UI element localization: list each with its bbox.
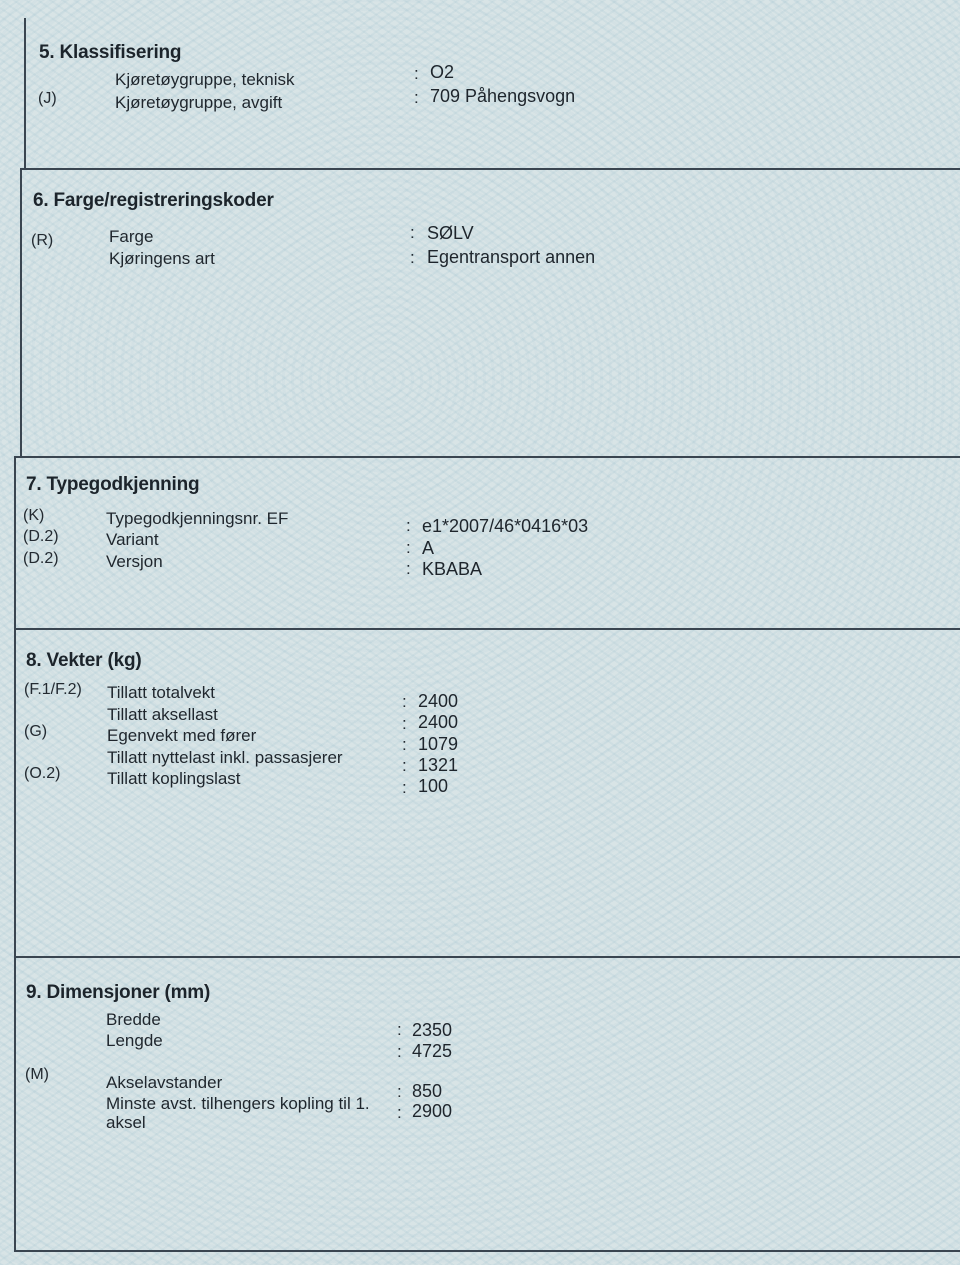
bottom-divider [14, 1250, 960, 1252]
row-label: Egenvekt med fører [107, 726, 257, 745]
row-label: Lengde [106, 1031, 163, 1050]
row-label: Tillatt totalvekt [107, 683, 216, 702]
section-typegodkjenning [14, 456, 960, 630]
row-value: e1*2007/46*0416*03 [422, 516, 589, 536]
row-colon: : [406, 516, 411, 535]
row-colon: : [406, 559, 411, 578]
row-label: Kjøretøygruppe, teknisk [115, 70, 295, 89]
row-label: Tillatt aksellast [107, 705, 218, 724]
row-value: SØLV [427, 223, 474, 243]
section-title: 8. Vekter (kg) [26, 650, 142, 671]
row-label: Typegodkjenningsnr. EF [106, 509, 289, 528]
row-code: (R) [31, 232, 54, 249]
row-label: Minste avst. tilhengers kopling til 1. aksel [106, 1094, 370, 1132]
section-vekter [14, 628, 960, 958]
section-title: 6. Farge/registreringskoder [33, 190, 274, 211]
row-value: O2 [430, 62, 455, 82]
section-farge [20, 168, 960, 458]
row-colon: : [402, 735, 407, 754]
row-value: Egentransport annen [427, 247, 596, 267]
row-value: A [422, 538, 435, 558]
row-value: 850 [412, 1081, 443, 1101]
row-value: 1321 [418, 755, 459, 775]
row-label: Variant [106, 530, 159, 549]
row-colon: : [414, 88, 419, 107]
row-colon: : [414, 64, 419, 83]
section-dimensjoner [14, 956, 960, 1250]
row-label: Kjøretøygruppe, avgift [115, 93, 283, 112]
section-title: 5. Klassifisering [39, 42, 182, 63]
row-label: Farge [109, 227, 154, 246]
row-colon: : [397, 1082, 402, 1101]
row-label: Tillatt koplingslast [107, 769, 241, 788]
row-colon: : [402, 692, 407, 711]
row-value: 709 Påhengsvogn [430, 86, 576, 106]
row-label: Bredde [106, 1010, 161, 1029]
row-label: Akselavstander [106, 1073, 223, 1092]
row-code: (O.2) [24, 765, 61, 782]
row-code: (G) [24, 723, 48, 740]
row-colon: : [410, 248, 415, 267]
row-colon: : [402, 714, 407, 733]
row-colon: : [402, 778, 407, 797]
row-colon: : [402, 756, 407, 775]
row-code: (J) [38, 90, 57, 107]
section-title: 7. Typegodkjenning [26, 474, 200, 495]
row-value: 2350 [412, 1020, 453, 1040]
row-value: 2900 [412, 1101, 453, 1121]
row-label: Tillatt nyttelast inkl. passasjerer [107, 748, 343, 767]
row-value: 4725 [412, 1041, 453, 1061]
row-label: Versjon [106, 552, 163, 571]
row-value: 1079 [418, 734, 459, 754]
row-value: 2400 [418, 691, 459, 711]
row-code: (K) [23, 507, 45, 524]
row-colon: : [410, 223, 415, 242]
section-title: 9. Dimensjoner (mm) [26, 982, 211, 1003]
row-value: KBABA [422, 559, 483, 579]
row-value: 2400 [418, 712, 459, 732]
row-label: Kjøringens art [109, 249, 215, 268]
row-code: (M) [25, 1066, 49, 1083]
row-colon: : [397, 1042, 402, 1061]
row-value: 100 [418, 776, 449, 796]
row-code: (D.2) [23, 528, 59, 545]
row-code: (D.2) [23, 550, 59, 567]
row-colon: : [397, 1020, 402, 1039]
row-colon: : [397, 1103, 402, 1122]
row-colon: : [406, 538, 411, 557]
row-code: (F.1/F.2) [24, 681, 82, 698]
section-klassifisering [24, 18, 960, 168]
